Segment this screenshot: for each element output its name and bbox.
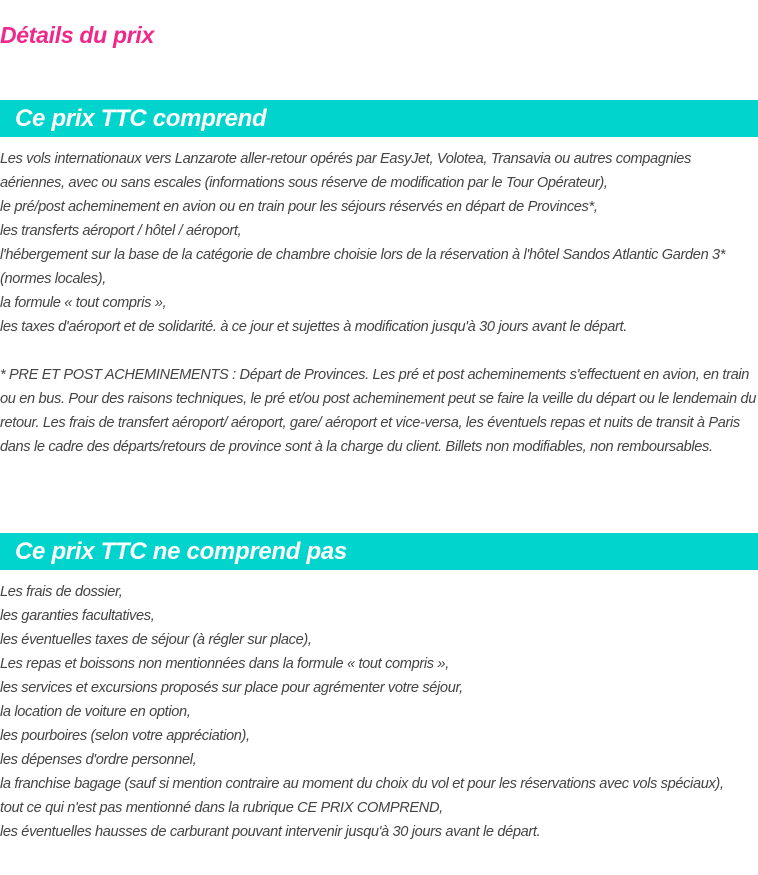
list-item: Les vols internationaux vers Lanzarote aller-retour opérés par EasyJet, Volotea, Transavia ou autres compagnies aériennes, avec ou sans escales (informations sous réserve de modification par le Tour Opérateur), xyxy=(0,151,691,191)
list-item: les taxes d'aéroport et de solidarité. à ce jour et sujettes à modification jusqu'à 30 jours avant le départ. xyxy=(0,319,627,335)
list-item: Les frais de dossier, xyxy=(0,584,123,600)
list-item: la franchise bagage (sauf si mention contraire au moment du choix du vol et pour les réservations avec vols spéciaux), xyxy=(0,776,724,792)
list-item: les pourboires (selon votre appréciation), xyxy=(0,728,250,744)
list-item: la formule « tout compris », xyxy=(0,295,167,311)
included-list xyxy=(0,147,758,459)
list-item: la location de voiture en option, xyxy=(0,704,191,720)
list-item: les dépenses d'ordre personnel, xyxy=(0,752,197,768)
list-item: les éventuelles hausses de carburant pouvant intervenir jusqu'à 30 jours avant le départ. xyxy=(0,824,541,840)
list-item: les éventuelles taxes de séjour (à régler sur place), xyxy=(0,632,312,648)
page-title: Détails du prix xyxy=(0,22,154,48)
included-section-header: Ce prix TTC comprend xyxy=(0,100,758,137)
list-item: les garanties facultatives, xyxy=(0,608,155,624)
excluded-section-header: Ce prix TTC ne comprend pas xyxy=(0,533,758,570)
excluded-list xyxy=(0,580,758,844)
list-item: tout ce qui n'est pas mentionné dans la rubrique CE PRIX COMPREND, xyxy=(0,800,443,816)
pre-post-transport-note: * PRE ET POST ACHEMINEMENTS : Départ de Provinces. Les pré et post acheminements s'effectuent en avion, en train ou en bus. Pour des raisons techniques, le pré et/ou post acheminement peut se faire la veille du départ ou le lendemain du retour. Les frais de transfert aéroport/ aéroport, gare/ aéroport et vice-versa, les éventuels repas et nuits de transit à Paris dans le cadre des départs/retours de province sont à la charge du client. Billets non modifiables, non remboursables. xyxy=(0,367,757,455)
list-item: les services et excursions proposés sur place pour agrémenter votre séjour, xyxy=(0,680,463,696)
list-item: l'hébergement sur la base de la catégorie de chambre choisie lors de la réservation à l'hôtel Sandos Atlantic Garden 3* (normes locales), xyxy=(0,247,726,287)
list-item: les transferts aéroport / hôtel / aéroport, xyxy=(0,223,242,239)
list-item: Les repas et boissons non mentionnées dans la formule « tout compris », xyxy=(0,656,449,672)
list-item: le pré/post acheminement en avion ou en train pour les séjours réservés en départ de Provinces*, xyxy=(0,199,598,215)
